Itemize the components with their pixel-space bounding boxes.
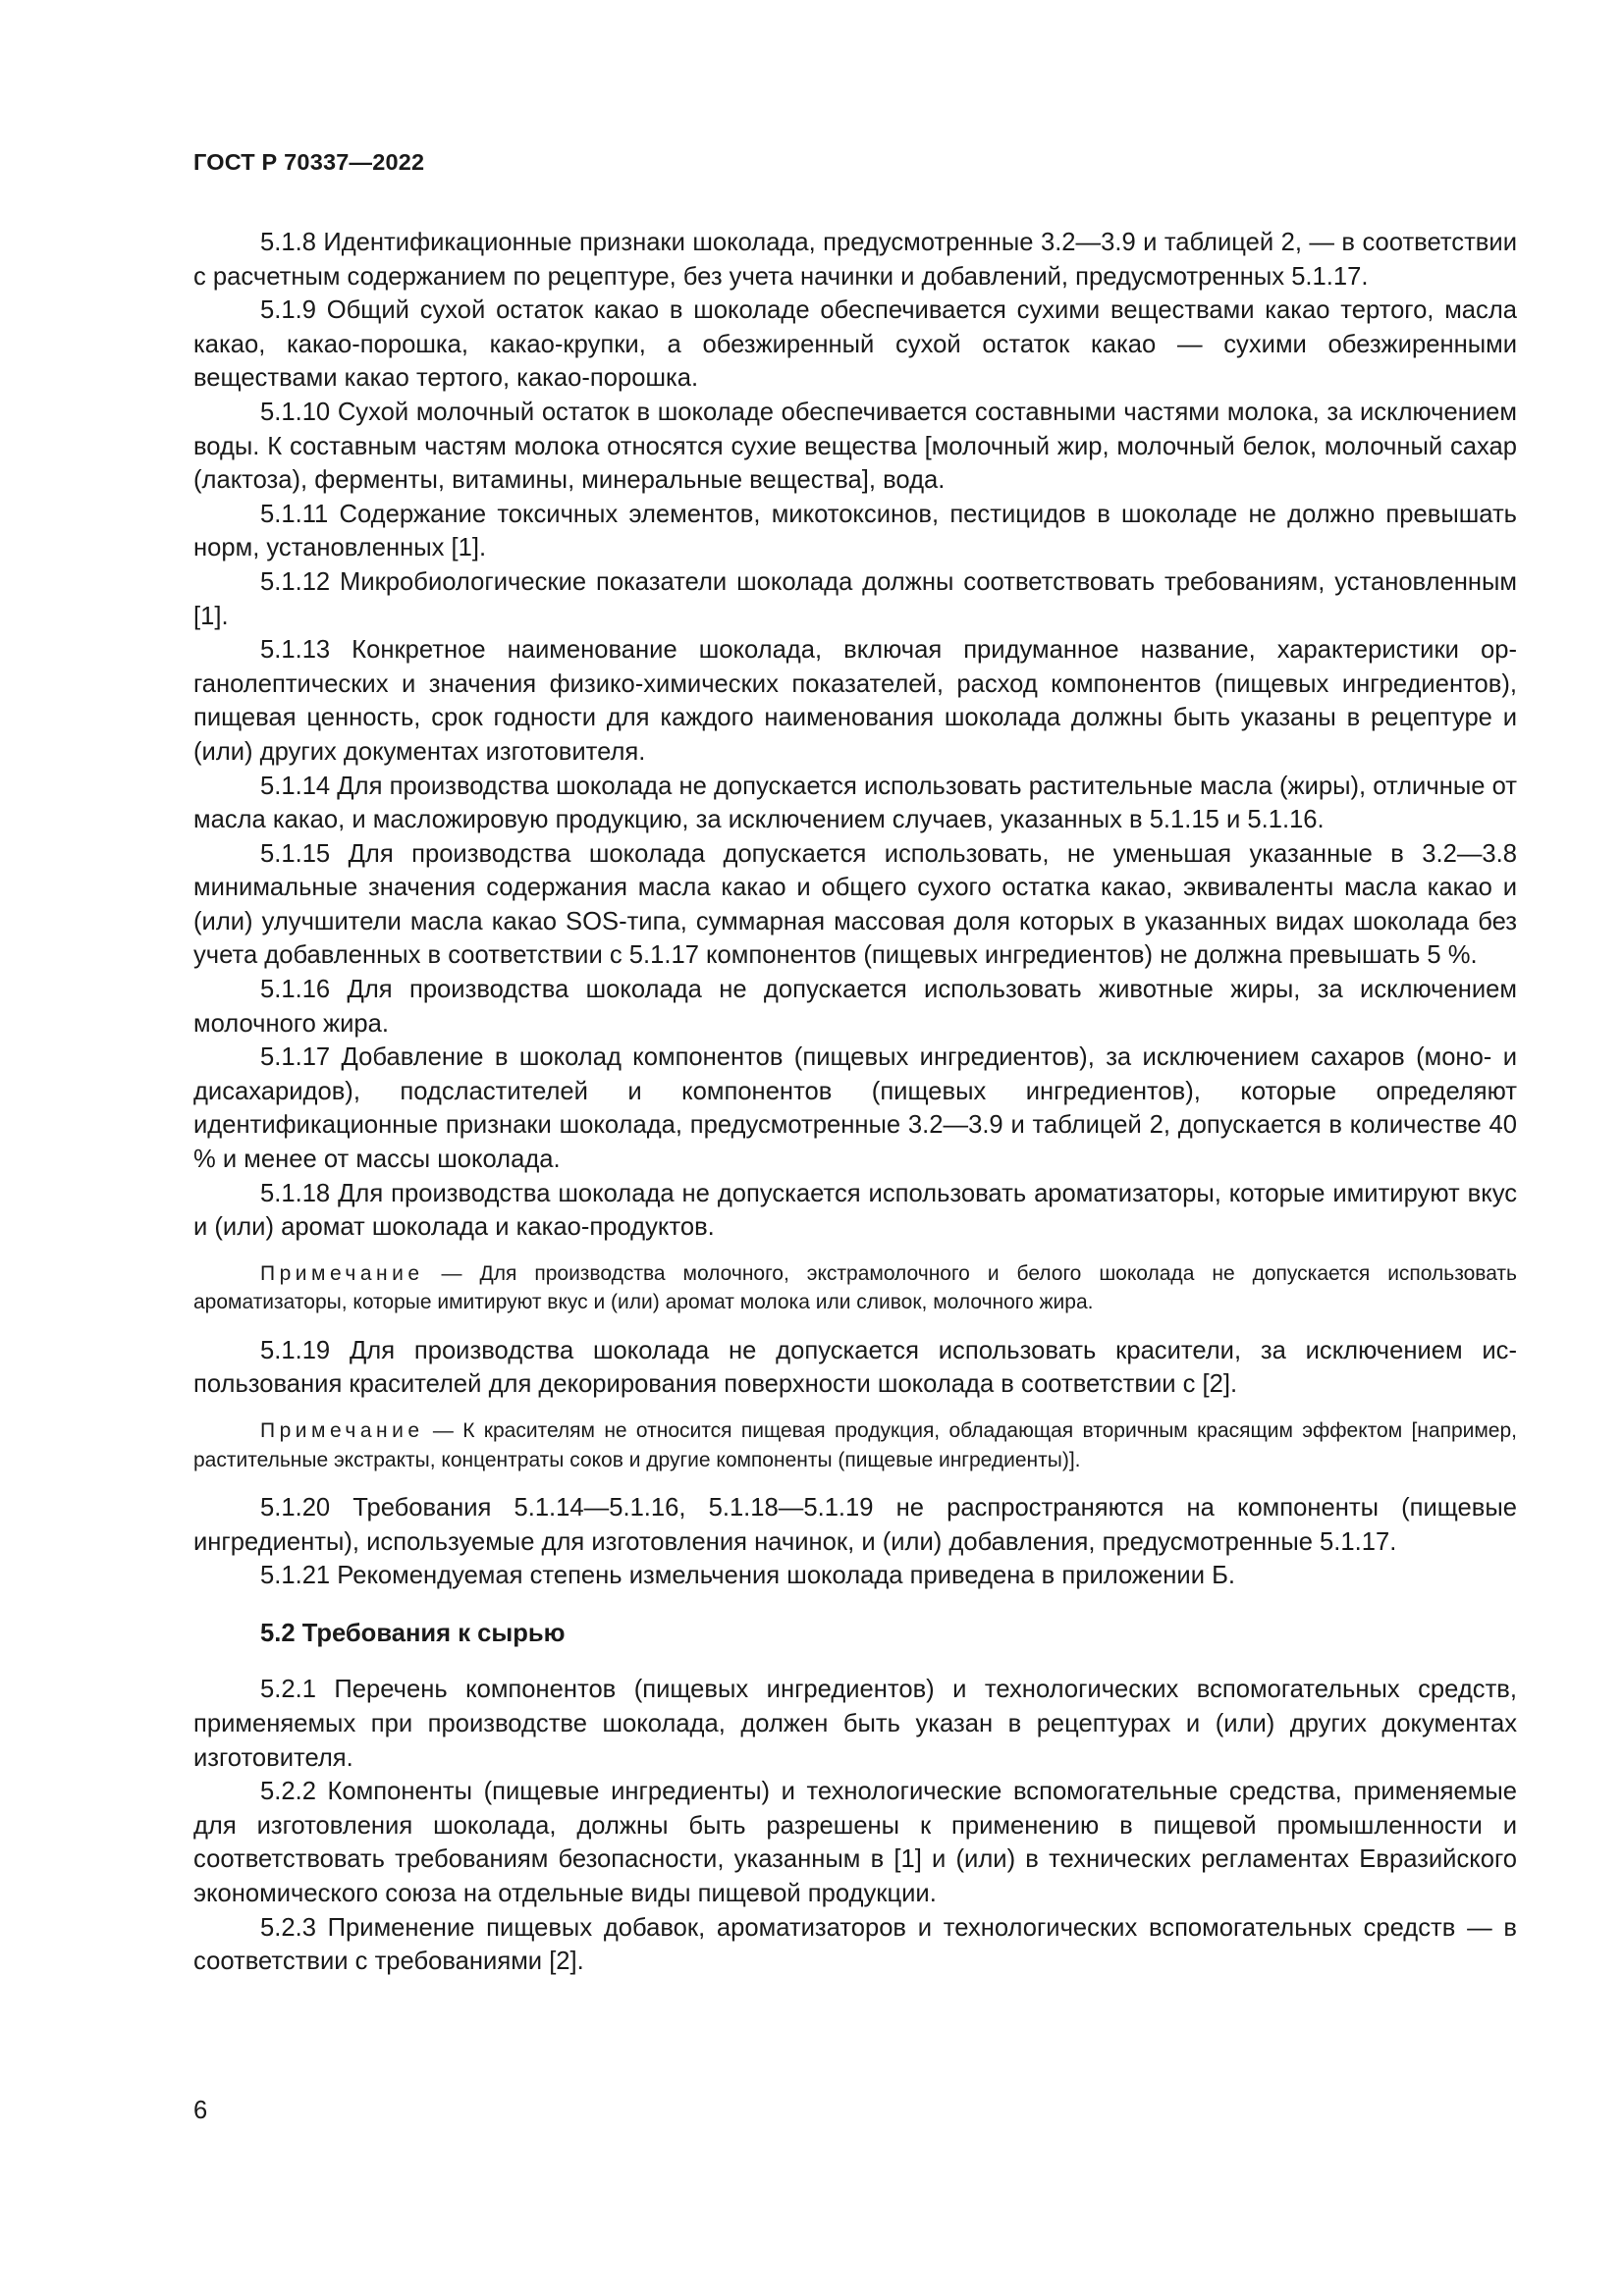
page-number: 6 [193, 2097, 208, 2124]
paragraph-5-1-18: 5.1.18 Для производства шоколада не допускается использовать ароматизаторы, которые имитируют вкус и (или) аромат шоколада и какао-продуктов. [193, 1179, 1517, 1242]
paragraph-5-1-20: 5.1.20 Требования 5.1.14—5.1.16, 5.1.18—5.1.19 не распространяются на компоненты (пищевые ингредиенты), используемые для изготовления начинок, и (или) добавления, предусмотренные 5.1.17. [193, 1494, 1517, 1556]
note-1 [193, 1259, 1517, 1317]
note-1-text: — Для производства молочного, экстрамолочного и белого шоколада не допускается использовать ароматизаторы, которые имитируют вкус и (или) аромат молока или сливок, молочного жира. [193, 1261, 1517, 1314]
paragraph-5-1-16: 5.1.16 Для производства шоколада не допускается использовать животные жиры, за исключением молочного жира. [193, 976, 1517, 1038]
section-title-5-2: 5.2 Требования к сырью [260, 1619, 566, 1647]
paragraph-5-1-11: 5.1.11 Содержание токсичных элементов, микотоксинов, пестицидов в шоколаде не должно превышать норм, установленных [1]. [193, 500, 1517, 562]
note-label: Примечание [260, 1419, 424, 1442]
paragraph-5-1-9: 5.1.9 Общий сухой остаток какао в шоколаде обеспечивается сухими веществами какао тертого, масла какао, какао-порошка, какао-крупки, а обезжиренный сухой остаток какао — сухими обезжиренными веществами какао тертого, какао-порошка. [193, 296, 1517, 393]
note-label: Примечание [260, 1261, 424, 1285]
note-2-text: — К красителям не относится пищевая продукция, обладающая вторичным красящим эффектом [например, растительные экстракты, концентраты соков и другие компоненты (пищевые ингредиенты)]. [193, 1419, 1517, 1471]
note-2 [193, 1416, 1517, 1474]
paragraph-5-1-13: 5.1.13 Конкретное наименование шоколада, включая придуманное название, характеристики органолептических и значения физико-химических показателей, расход компонентов (пищевых ингредиентов), пищевая ценность, срок годности для каждого наименования шоколада должны быть указаны в рецептуре и (или) других документах изготовителя. [193, 636, 1517, 766]
document-body [193, 226, 1517, 1979]
paragraph-5-2-2: 5.2.2 Компоненты (пищевые ингредиенты) и технологические вспомогательные средства, применяемые для изготовления шоколада, должны быть разрешены к применению в пищевой промышленности и соответствовать требованиям безопасности, указанным в [1] и (или) в технических регламентах Евразийского экономического союза на отдельные виды пищевой продукции. [193, 1778, 1517, 1907]
paragraph-5-1-12: 5.1.12 Микробиологические показатели шоколада должны соответствовать требованиям, установленным [1]. [193, 567, 1517, 630]
paragraph-5-1-14: 5.1.14 Для производства шоколада не допускается использовать растительные масла (жиры), отличные от масла какао, и масложировую продукцию, за исключением случаев, указанных в 5.1.15 и 5.1.16. [193, 772, 1517, 834]
paragraph-5-1-19: 5.1.19 Для производства шоколада не допускается использовать красители, за исключением использования красителей для декорирования поверхности шоколада в соответствии с [2]. [193, 1336, 1517, 1399]
paragraph-5-2-1: 5.2.1 Перечень компонентов (пищевых ингредиентов) и технологических вспомогательных средств, применяемых при производстве шоколада, должен быть указан в рецептурах и (или) других документах изготовителя. [193, 1676, 1517, 1772]
paragraph-5-1-15: 5.1.15 Для производства шоколада допускается использовать, не уменьшая указанные в 3.2—3.8 минимальные значения содержания масла какао и общего сухого остатка какао, эквиваленты масла какао и (или) улучшители масла какао SOS-типа, суммарная массовая доля которых в указанных видах шоколада без учета добавленных в соответствии с 5.1.17 компонентов (пищевых ингредиентов) не должна превышать 5 %. [193, 839, 1517, 970]
paragraph-5-1-17: 5.1.17 Добавление в шоколад компонентов (пищевых ингредиентов), за исключением сахаров (моно- и дисахаридов), подсластителей и компонентов (пищевых ингредиентов), которые определяют идентификационные признаки шоколада, предусмотренные 3.2—3.9 и таблицей 2, допускается в количестве 40 % и менее от массы шоколада. [193, 1043, 1517, 1174]
document-header: ГОСТ Р 70337—2022 [193, 149, 425, 175]
paragraph-5-1-8: 5.1.8 Идентификационные признаки шоколада, предусмотренные 3.2—3.9 и таблицей 2, — в соответствии с расчетным содержанием по рецептуре, без учета начинки и добавлений, предусмотренных 5.1.17. [193, 229, 1517, 291]
paragraph-5-1-21: 5.1.21 Рекомендуемая степень измельчения шоколада приведена в приложении Б. [260, 1562, 1236, 1590]
paragraph-5-2-3: 5.2.3 Применение пищевых добавок, ароматизаторов и технологических вспомогательных средств — в соответствии с требованиями [2]. [193, 1913, 1517, 1976]
paragraph-5-1-10: 5.1.10 Сухой молочный остаток в шоколаде обеспечивается составными частями молока, за исключением воды. К составным частям молока относятся сухие вещества [молочный жир, молочный белок, молочный сахар (лактоза), ферменты, витамины, минеральные вещества], вода. [193, 398, 1517, 495]
